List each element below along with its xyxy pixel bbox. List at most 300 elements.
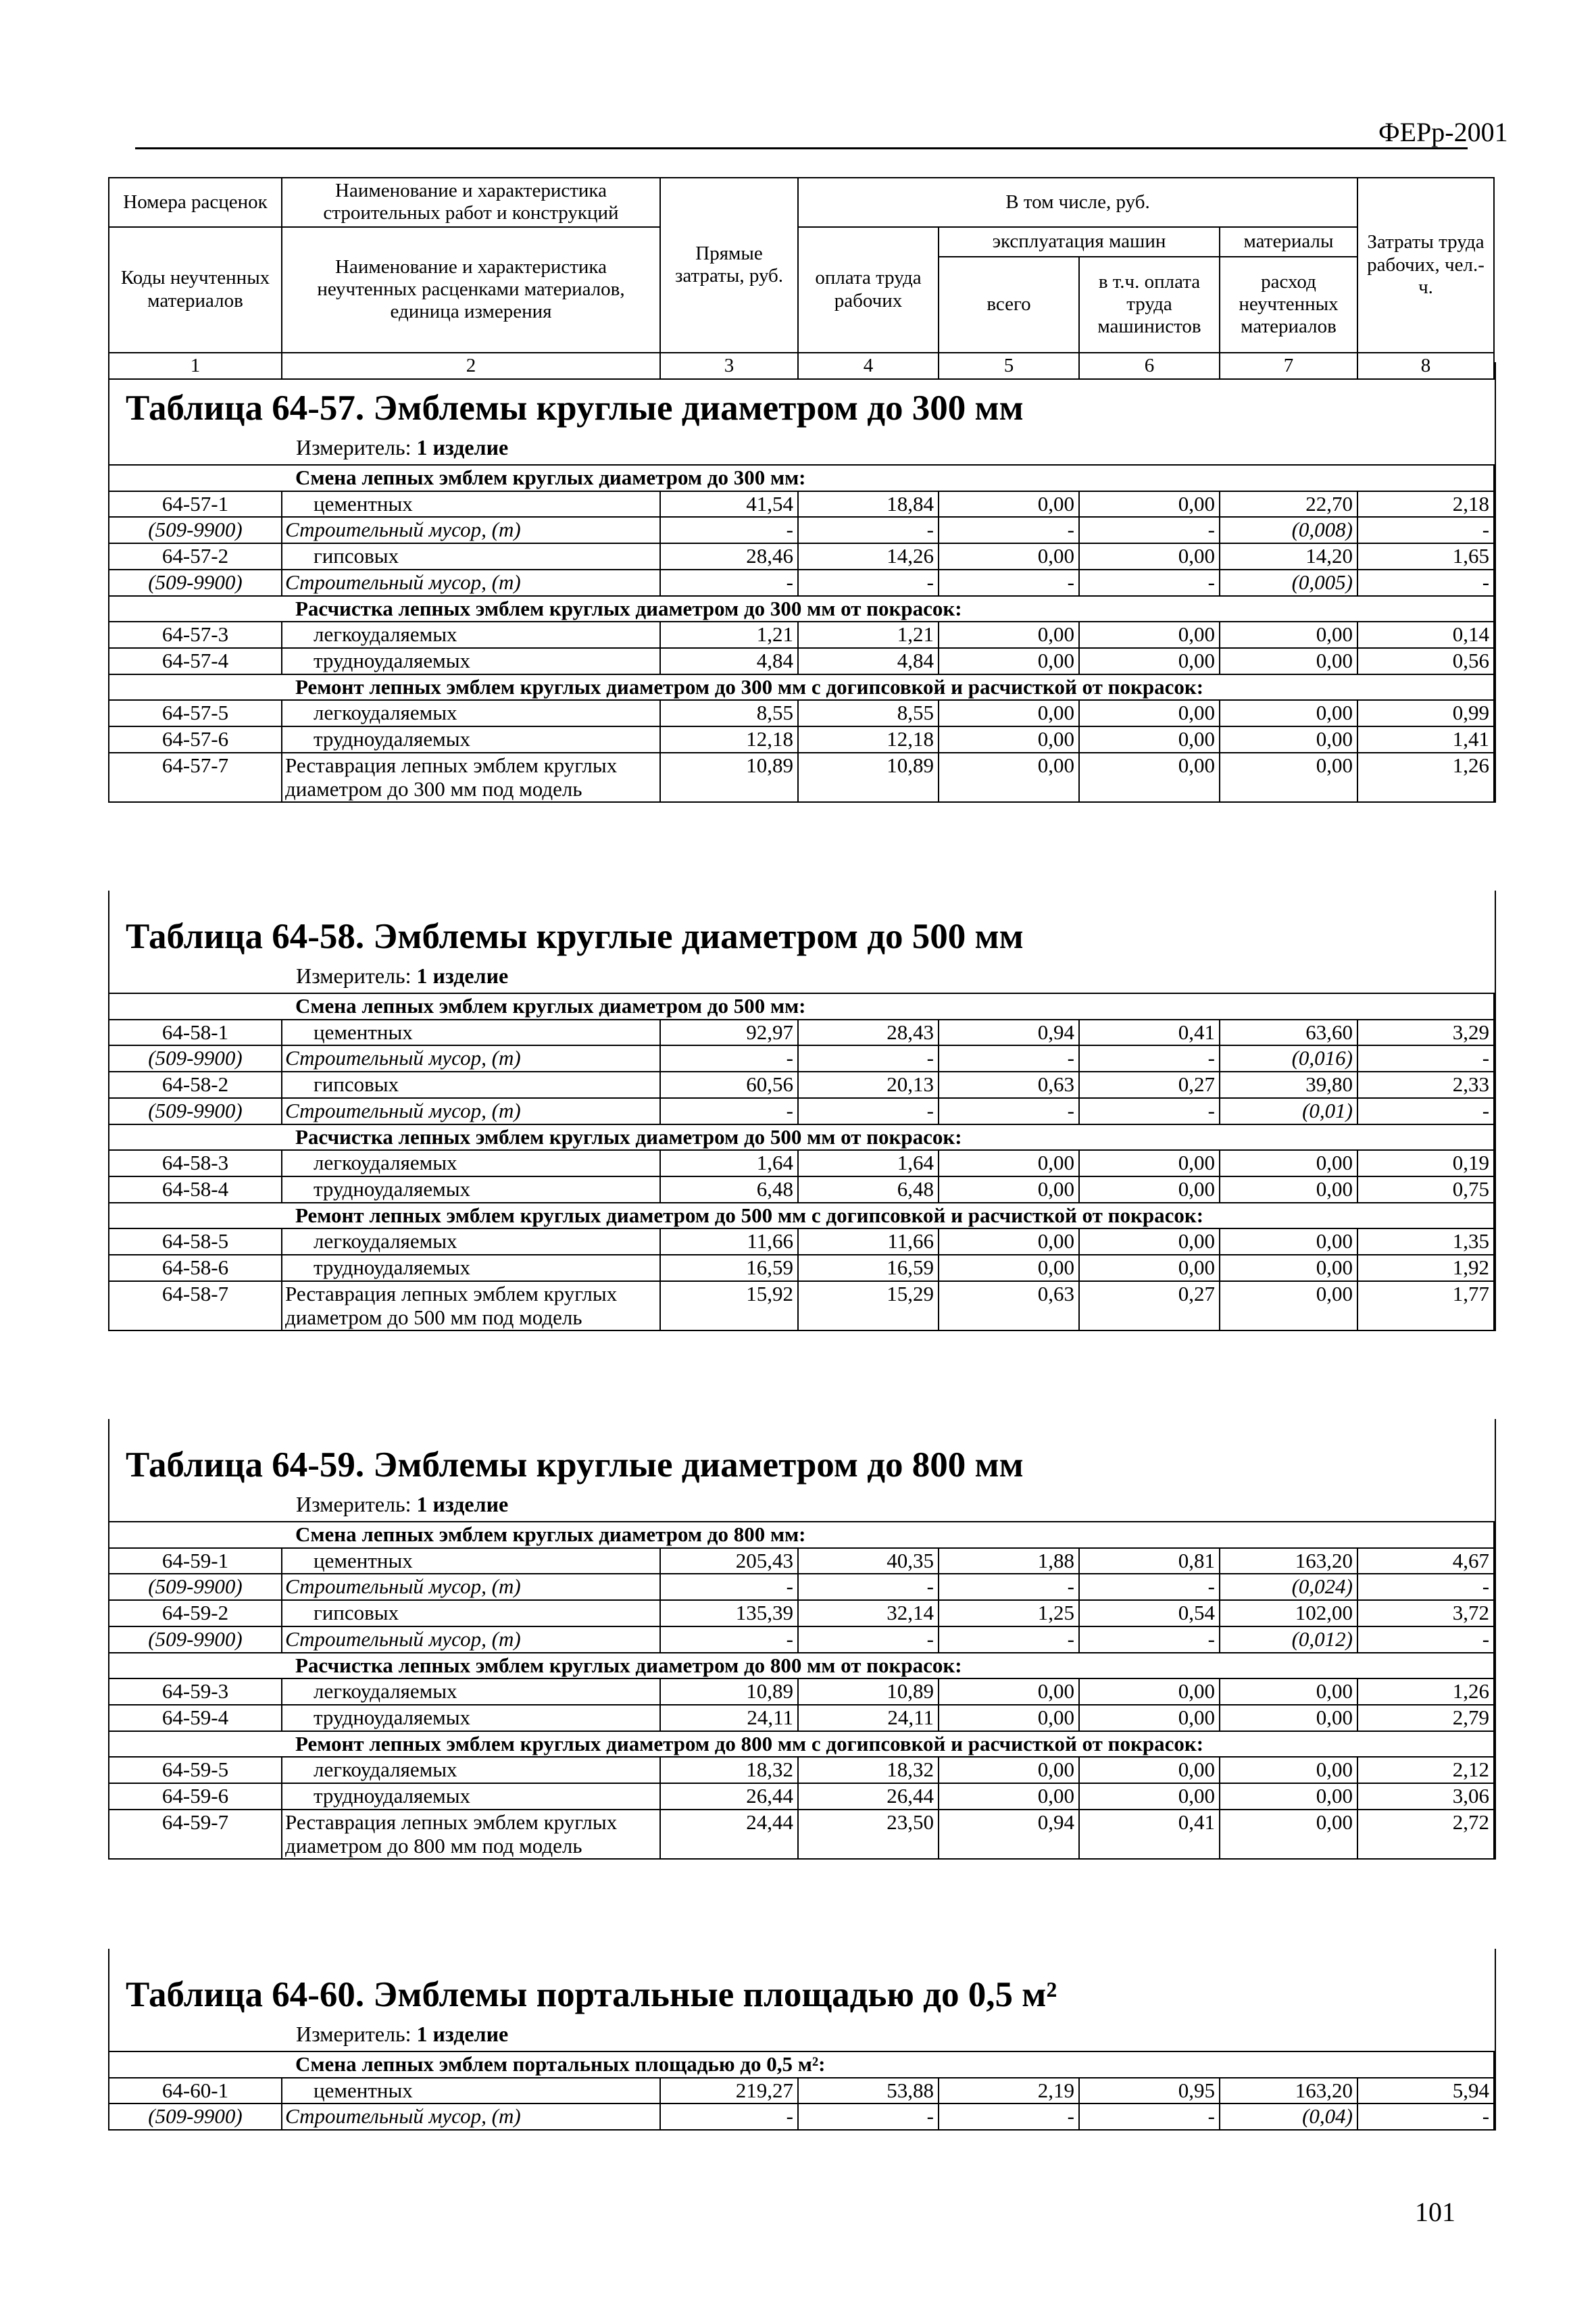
- machines-total-cell: 2,19: [939, 2078, 1079, 2104]
- table-row: [109, 1600, 1494, 1626]
- labor-hours-cell: 2,18: [1357, 491, 1494, 518]
- header-col-number: 7: [1220, 353, 1357, 379]
- materials-cell: (0,016): [1220, 1045, 1357, 1072]
- direct-cost-cell: 1,64: [660, 1150, 798, 1176]
- table-row: [109, 2104, 1494, 2130]
- table-row: [109, 1678, 1494, 1705]
- materials-cell: (0,005): [1220, 570, 1357, 596]
- materials-cell: 0,00: [1220, 622, 1357, 648]
- direct-cost-cell: 135,39: [660, 1600, 798, 1626]
- labor-hours-cell: 2,79: [1357, 1705, 1494, 1731]
- table-row: [109, 753, 1494, 802]
- machinist-pay-cell: 0,00: [1079, 1176, 1220, 1203]
- materials-cell: 0,00: [1220, 1176, 1357, 1203]
- machinist-pay-cell: 0,81: [1079, 1548, 1220, 1574]
- table-row: [109, 1098, 1494, 1124]
- table-row: [109, 700, 1494, 726]
- labor-pay-cell: 14,26: [798, 543, 939, 570]
- table-title: Таблица 64-57. Эмблемы круглые диаметром до 300 мм: [126, 389, 1024, 428]
- table-row: [109, 1810, 1494, 1859]
- material-name-cell: Строительный мусор, (т): [282, 1574, 660, 1600]
- rate-code-cell: 64-58-1: [109, 1020, 282, 1046]
- materials-cell: 0,00: [1220, 1783, 1357, 1810]
- direct-cost-cell: 16,59: [660, 1255, 798, 1281]
- group-spacer-cell: [109, 2051, 282, 2078]
- machinist-pay-cell: 0,00: [1079, 1678, 1220, 1705]
- table-row: [109, 726, 1494, 753]
- machines-total-cell: 1,25: [939, 1600, 1079, 1626]
- rate-code-cell: 64-58-3: [109, 1150, 282, 1176]
- work-name-cell: гипсовых: [282, 1600, 660, 1626]
- rate-code-cell: 64-59-3: [109, 1678, 282, 1705]
- material-name-cell: Строительный мусор, (т): [282, 1045, 660, 1072]
- group-header-row: [109, 1522, 1494, 1548]
- labor-hours-cell: 1,41: [1357, 726, 1494, 753]
- table-title: Таблица 64-60. Эмблемы портальные площадью до 0,5 м²: [126, 1975, 1057, 2014]
- machines-total-cell: -: [939, 1045, 1079, 1072]
- meter-line: [109, 434, 1495, 464]
- labor-pay-cell: -: [798, 1098, 939, 1124]
- labor-pay-cell: 16,59: [798, 1255, 939, 1281]
- page-number: 101: [1415, 2197, 1455, 2227]
- materials-cell: 14,20: [1220, 543, 1357, 570]
- direct-cost-cell: -: [660, 1574, 798, 1600]
- work-name-cell: цементных: [282, 1548, 660, 1574]
- labor-hours-cell: 2,72: [1357, 1810, 1494, 1859]
- header-code-top: Номера расценок: [109, 178, 282, 227]
- labor-hours-cell: 0,75: [1357, 1176, 1494, 1203]
- table-title: Таблица 64-59. Эмблемы круглые диаметром до 800 мм: [126, 1445, 1024, 1485]
- direct-cost-cell: 24,44: [660, 1810, 798, 1859]
- group-spacer-cell: [109, 1731, 282, 1758]
- direct-cost-cell: 1,21: [660, 622, 798, 648]
- machines-total-cell: 0,63: [939, 1072, 1079, 1098]
- work-name-cell: легкоудаляемых: [282, 1678, 660, 1705]
- group-title: Смена лепных эмблем круглых диаметром до 300 мм:: [282, 465, 1494, 491]
- machinist-pay-cell: 0,00: [1079, 700, 1220, 726]
- material-code-cell: (509-9900): [109, 517, 282, 543]
- work-name-cell: гипсовых: [282, 543, 660, 570]
- work-name-cell: легкоудаляемых: [282, 1228, 660, 1255]
- table-row: [109, 543, 1494, 570]
- rate-code-cell: 64-59-4: [109, 1705, 282, 1731]
- group-title: Расчистка лепных эмблем круглых диаметром до 500 мм от покрасок:: [282, 1124, 1494, 1151]
- direct-cost-cell: 26,44: [660, 1783, 798, 1810]
- machines-total-cell: -: [939, 570, 1079, 596]
- machines-total-cell: 0,00: [939, 1176, 1079, 1203]
- group-header-row: [109, 1653, 1494, 1679]
- machinist-pay-cell: 0,00: [1079, 1705, 1220, 1731]
- labor-hours-cell: 1,26: [1357, 1678, 1494, 1705]
- machines-total-cell: 0,94: [939, 1810, 1079, 1859]
- labor-pay-cell: -: [798, 1574, 939, 1600]
- rate-code-cell: 64-57-5: [109, 700, 282, 726]
- machinist-pay-cell: -: [1079, 570, 1220, 596]
- machinist-pay-cell: 0,00: [1079, 1757, 1220, 1783]
- rate-code-cell: 64-58-4: [109, 1176, 282, 1203]
- table-row: [109, 517, 1494, 543]
- work-name-cell: Реставрация лепных эмблем круглых диаметром до 300 мм под модель: [282, 753, 660, 802]
- machines-total-cell: 0,00: [939, 1757, 1079, 1783]
- work-name-cell: цементных: [282, 491, 660, 518]
- rate-code-cell: 64-58-6: [109, 1255, 282, 1281]
- direct-cost-cell: 12,18: [660, 726, 798, 753]
- rate-code-cell: 64-59-1: [109, 1548, 282, 1574]
- machines-total-cell: -: [939, 1098, 1079, 1124]
- group-title: Расчистка лепных эмблем круглых диаметром до 800 мм от покрасок:: [282, 1653, 1494, 1679]
- rate-code-cell: 64-57-7: [109, 753, 282, 802]
- materials-cell: 0,00: [1220, 1255, 1357, 1281]
- machinist-pay-cell: 0,00: [1079, 1228, 1220, 1255]
- header-code-bottom: Коды неучтенных материалов: [109, 227, 282, 353]
- work-name-cell: трудноудаляемых: [282, 726, 660, 753]
- group-header-row: [109, 1203, 1494, 1229]
- work-name-cell: трудноудаляемых: [282, 1176, 660, 1203]
- table-title: Таблица 64-58. Эмблемы круглые диаметром до 500 мм: [126, 917, 1024, 956]
- material-code-cell: (509-9900): [109, 1098, 282, 1124]
- header-name-top: Наименование и характеристика строительных работ и конструкций: [282, 178, 660, 227]
- machines-total-cell: 0,00: [939, 753, 1079, 802]
- labor-hours-cell: 1,35: [1357, 1228, 1494, 1255]
- table-row: [109, 2078, 1494, 2104]
- labor-pay-cell: 1,21: [798, 622, 939, 648]
- direct-cost-cell: 41,54: [660, 491, 798, 518]
- rate-code-cell: 64-58-5: [109, 1228, 282, 1255]
- machines-total-cell: 1,88: [939, 1548, 1079, 1574]
- meter-label: Измеритель:: [296, 964, 412, 988]
- direct-cost-cell: -: [660, 1045, 798, 1072]
- materials-cell: 0,00: [1220, 1678, 1357, 1705]
- machinist-pay-cell: 0,00: [1079, 543, 1220, 570]
- materials-cell: (0,01): [1220, 1098, 1357, 1124]
- labor-pay-cell: 10,89: [798, 1678, 939, 1705]
- group-header-row: [109, 1731, 1494, 1758]
- materials-cell: 0,00: [1220, 700, 1357, 726]
- labor-pay-cell: 53,88: [798, 2078, 939, 2104]
- machines-total-cell: 0,00: [939, 622, 1079, 648]
- work-name-cell: Реставрация лепных эмблем круглых диаметром до 800 мм под модель: [282, 1810, 660, 1859]
- rate-code-cell: 64-59-6: [109, 1783, 282, 1810]
- direct-cost-cell: 15,92: [660, 1281, 798, 1330]
- materials-cell: (0,012): [1220, 1626, 1357, 1653]
- header-machines: эксплуатация машин: [939, 227, 1220, 257]
- materials-cell: 0,00: [1220, 753, 1357, 802]
- rate-code-cell: 64-59-2: [109, 1600, 282, 1626]
- labor-pay-cell: 15,29: [798, 1281, 939, 1330]
- group-spacer-cell: [109, 1124, 282, 1151]
- material-code-cell: (509-9900): [109, 1626, 282, 1653]
- direct-cost-cell: 10,89: [660, 753, 798, 802]
- table-row: [109, 1045, 1494, 1072]
- labor-hours-cell: -: [1357, 1098, 1494, 1124]
- machines-total-cell: 0,00: [939, 1783, 1079, 1810]
- machinist-pay-cell: 0,00: [1079, 753, 1220, 802]
- labor-pay-cell: 24,11: [798, 1705, 939, 1731]
- machines-total-cell: 0,00: [939, 1678, 1079, 1705]
- labor-pay-cell: -: [798, 1626, 939, 1653]
- labor-hours-cell: -: [1357, 1045, 1494, 1072]
- material-code-cell: (509-9900): [109, 1045, 282, 1072]
- work-name-cell: трудноудаляемых: [282, 1705, 660, 1731]
- work-name-cell: трудноудаляемых: [282, 1783, 660, 1810]
- meter-value: 1 изделие: [416, 2022, 509, 2046]
- machines-total-cell: -: [939, 1574, 1079, 1600]
- labor-hours-cell: 2,33: [1357, 1072, 1494, 1098]
- rate-code-cell: 64-57-4: [109, 648, 282, 674]
- rate-code-cell: 64-57-2: [109, 543, 282, 570]
- material-name-cell: Строительный мусор, (т): [282, 1098, 660, 1124]
- labor-pay-cell: 1,64: [798, 1150, 939, 1176]
- group-header-row: [109, 1124, 1494, 1151]
- labor-pay-cell: 18,84: [798, 491, 939, 518]
- machinist-pay-cell: -: [1079, 2104, 1220, 2130]
- rates-table: [108, 993, 1495, 1331]
- table-row: [109, 1150, 1494, 1176]
- materials-cell: 0,00: [1220, 648, 1357, 674]
- labor-pay-cell: 20,13: [798, 1072, 939, 1098]
- direct-cost-cell: 92,97: [660, 1020, 798, 1046]
- material-name-cell: Строительный мусор, (т): [282, 517, 660, 543]
- labor-pay-cell: -: [798, 1045, 939, 1072]
- machinist-pay-cell: 0,54: [1079, 1600, 1220, 1626]
- machines-total-cell: 0,94: [939, 1020, 1079, 1046]
- group-title: Ремонт лепных эмблем круглых диаметром до 300 мм с догипсовкой и расчисткой от покрасок:: [282, 674, 1494, 701]
- machines-total-cell: 0,00: [939, 543, 1079, 570]
- labor-hours-cell: 0,14: [1357, 622, 1494, 648]
- labor-hours-cell: -: [1357, 570, 1494, 596]
- direct-cost-cell: -: [660, 1626, 798, 1653]
- material-name-cell: Строительный мусор, (т): [282, 1626, 660, 1653]
- labor-pay-cell: -: [798, 517, 939, 543]
- header-labor-cost: Затраты труда рабочих, чел.-ч.: [1357, 178, 1494, 353]
- labor-pay-cell: -: [798, 2104, 939, 2130]
- rate-code-cell: 64-57-6: [109, 726, 282, 753]
- group-spacer-cell: [109, 993, 282, 1020]
- table-row: [109, 622, 1494, 648]
- header-col-number: 2: [282, 353, 660, 379]
- labor-hours-cell: 1,92: [1357, 1255, 1494, 1281]
- machinist-pay-cell: -: [1079, 517, 1220, 543]
- group-spacer-cell: [109, 674, 282, 701]
- machinist-pay-cell: 0,00: [1079, 622, 1220, 648]
- machines-total-cell: -: [939, 1626, 1079, 1653]
- labor-pay-cell: 11,66: [798, 1228, 939, 1255]
- machines-total-cell: 0,00: [939, 491, 1079, 518]
- material-code-cell: (509-9900): [109, 1574, 282, 1600]
- group-title: Смена лепных эмблем круглых диаметром до 500 мм:: [282, 993, 1494, 1020]
- material-name-cell: Строительный мусор, (т): [282, 2104, 660, 2130]
- direct-cost-cell: 28,46: [660, 543, 798, 570]
- materials-cell: 0,00: [1220, 1705, 1357, 1731]
- materials-cell: 22,70: [1220, 491, 1357, 518]
- machinist-pay-cell: 0,00: [1079, 1150, 1220, 1176]
- materials-cell: 102,00: [1220, 1600, 1357, 1626]
- work-name-cell: Реставрация лепных эмблем круглых диаметром до 500 мм под модель: [282, 1281, 660, 1330]
- labor-pay-cell: 28,43: [798, 1020, 939, 1046]
- machines-total-cell: -: [939, 2104, 1079, 2130]
- materials-cell: (0,024): [1220, 1574, 1357, 1600]
- labor-hours-cell: -: [1357, 1626, 1494, 1653]
- table-row: [109, 1255, 1494, 1281]
- table-row: [109, 1574, 1494, 1600]
- machines-total-cell: 0,63: [939, 1281, 1079, 1330]
- labor-hours-cell: 3,06: [1357, 1783, 1494, 1810]
- machinist-pay-cell: 0,00: [1079, 726, 1220, 753]
- direct-cost-cell: 11,66: [660, 1228, 798, 1255]
- table-section: [108, 362, 1496, 803]
- direct-cost-cell: 60,56: [660, 1072, 798, 1098]
- document-code: ФЕРр-2001: [1378, 117, 1508, 147]
- direct-cost-cell: 4,84: [660, 648, 798, 674]
- header-col-number: 5: [939, 353, 1079, 379]
- work-name-cell: легкоудаляемых: [282, 622, 660, 648]
- table-row: [109, 1020, 1494, 1046]
- machines-total-cell: 0,00: [939, 700, 1079, 726]
- labor-pay-cell: 40,35: [798, 1548, 939, 1574]
- direct-cost-cell: 205,43: [660, 1548, 798, 1574]
- work-name-cell: цементных: [282, 1020, 660, 1046]
- labor-hours-cell: 3,29: [1357, 1020, 1494, 1046]
- labor-pay-cell: 6,48: [798, 1176, 939, 1203]
- labor-hours-cell: 0,99: [1357, 700, 1494, 726]
- work-name-cell: легкоудаляемых: [282, 700, 660, 726]
- meter-line: [109, 962, 1495, 993]
- labor-hours-cell: -: [1357, 1574, 1494, 1600]
- labor-pay-cell: 4,84: [798, 648, 939, 674]
- machinist-pay-cell: -: [1079, 1626, 1220, 1653]
- header-col-number: 4: [798, 353, 939, 379]
- meter-value: 1 изделие: [416, 435, 509, 459]
- header-including: В том числе, руб.: [798, 178, 1357, 227]
- header-col-number: 1: [109, 353, 282, 379]
- rate-code-cell: 64-59-7: [109, 1810, 282, 1859]
- rate-code-cell: 64-59-5: [109, 1757, 282, 1783]
- header-col-number: 6: [1079, 353, 1220, 379]
- machinist-pay-cell: 0,00: [1079, 648, 1220, 674]
- meter-label: Измеритель:: [296, 1492, 412, 1516]
- materials-cell: 163,20: [1220, 2078, 1357, 2104]
- labor-pay-cell: 26,44: [798, 1783, 939, 1810]
- machinist-pay-cell: 0,41: [1079, 1020, 1220, 1046]
- work-name-cell: цементных: [282, 2078, 660, 2104]
- machines-total-cell: 0,00: [939, 1228, 1079, 1255]
- rates-table: [108, 464, 1495, 803]
- rate-code-cell: 64-57-3: [109, 622, 282, 648]
- table-row: [109, 1072, 1494, 1098]
- materials-cell: 0,00: [1220, 1757, 1357, 1783]
- header-name-bottom: Наименование и характеристика неучтенных расценками материалов, единица измерения: [282, 227, 660, 353]
- rate-code-cell: 64-57-1: [109, 491, 282, 518]
- material-name-cell: Строительный мусор, (т): [282, 570, 660, 596]
- labor-hours-cell: 5,94: [1357, 2078, 1494, 2104]
- group-header-row: [109, 596, 1494, 622]
- table-row: [109, 1626, 1494, 1653]
- table-section: [108, 891, 1496, 1331]
- materials-cell: 0,00: [1220, 1810, 1357, 1859]
- material-code-cell: (509-9900): [109, 570, 282, 596]
- machines-total-cell: 0,00: [939, 1150, 1079, 1176]
- group-spacer-cell: [109, 1653, 282, 1679]
- direct-cost-cell: -: [660, 570, 798, 596]
- header-total: всего: [939, 257, 1079, 353]
- labor-hours-cell: 0,56: [1357, 648, 1494, 674]
- table-section: [108, 1949, 1496, 2131]
- table-row: [109, 1176, 1494, 1203]
- labor-pay-cell: 12,18: [798, 726, 939, 753]
- machinist-pay-cell: 0,95: [1079, 2078, 1220, 2104]
- work-name-cell: гипсовых: [282, 1072, 660, 1098]
- header-materials: материалы: [1220, 227, 1357, 257]
- group-title: Ремонт лепных эмблем круглых диаметром до 500 мм с догипсовкой и расчисткой от покрасок:: [282, 1203, 1494, 1229]
- table-row: [109, 570, 1494, 596]
- machinist-pay-cell: -: [1079, 1098, 1220, 1124]
- group-title: Смена лепных эмблем круглых диаметром до 800 мм:: [282, 1522, 1494, 1548]
- work-name-cell: легкоудаляемых: [282, 1757, 660, 1783]
- direct-cost-cell: 219,27: [660, 2078, 798, 2104]
- table-row: [109, 1757, 1494, 1783]
- table-row: [109, 1228, 1494, 1255]
- meter-line: [109, 1491, 1495, 1521]
- group-spacer-cell: [109, 596, 282, 622]
- rates-table: [108, 1521, 1495, 1860]
- labor-hours-cell: -: [1357, 2104, 1494, 2130]
- machines-total-cell: -: [939, 517, 1079, 543]
- header-direct-costs: Прямые затраты, руб.: [660, 178, 798, 353]
- materials-cell: 0,00: [1220, 726, 1357, 753]
- work-name-cell: трудноудаляемых: [282, 1255, 660, 1281]
- group-header-row: [109, 465, 1494, 491]
- labor-hours-cell: 1,77: [1357, 1281, 1494, 1330]
- direct-cost-cell: 24,11: [660, 1705, 798, 1731]
- header-machinist-pay: в т.ч. оплата труда машинистов: [1079, 257, 1220, 353]
- machinist-pay-cell: 0,00: [1079, 1783, 1220, 1810]
- direct-cost-cell: 18,32: [660, 1757, 798, 1783]
- direct-cost-cell: 10,89: [660, 1678, 798, 1705]
- labor-pay-cell: 8,55: [798, 700, 939, 726]
- group-title: Ремонт лепных эмблем круглых диаметром до 800 мм с догипсовкой и расчисткой от покрасок:: [282, 1731, 1494, 1758]
- header-col-number: 8: [1357, 353, 1494, 379]
- table-row: [109, 491, 1494, 518]
- labor-pay-cell: 18,32: [798, 1757, 939, 1783]
- materials-cell: 163,20: [1220, 1548, 1357, 1574]
- materials-cell: (0,008): [1220, 517, 1357, 543]
- machinist-pay-cell: 0,00: [1079, 491, 1220, 518]
- meter-value: 1 изделие: [416, 964, 509, 988]
- machinist-pay-cell: -: [1079, 1045, 1220, 1072]
- rate-code-cell: 64-58-2: [109, 1072, 282, 1098]
- group-header-row: [109, 674, 1494, 701]
- labor-pay-cell: 32,14: [798, 1600, 939, 1626]
- table-row: [109, 648, 1494, 674]
- table-row: [109, 1783, 1494, 1810]
- group-title: Смена лепных эмблем портальных площадью до 0,5 м²:: [282, 2051, 1494, 2078]
- table-row: [109, 1705, 1494, 1731]
- direct-cost-cell: 8,55: [660, 700, 798, 726]
- direct-cost-cell: -: [660, 517, 798, 543]
- meter-label: Измеритель:: [296, 435, 412, 459]
- header-unaccounted-materials: расход неучтенных материалов: [1220, 257, 1357, 353]
- header-rule: [135, 147, 1468, 149]
- machines-total-cell: 0,00: [939, 1705, 1079, 1731]
- machinist-pay-cell: 0,00: [1079, 1255, 1220, 1281]
- machinist-pay-cell: 0,41: [1079, 1810, 1220, 1859]
- labor-pay-cell: 10,89: [798, 753, 939, 802]
- work-name-cell: легкоудаляемых: [282, 1150, 660, 1176]
- machines-total-cell: 0,00: [939, 726, 1079, 753]
- rate-code-cell: 64-60-1: [109, 2078, 282, 2104]
- materials-cell: 0,00: [1220, 1228, 1357, 1255]
- header-labor-pay: оплата труда рабочих: [798, 227, 939, 353]
